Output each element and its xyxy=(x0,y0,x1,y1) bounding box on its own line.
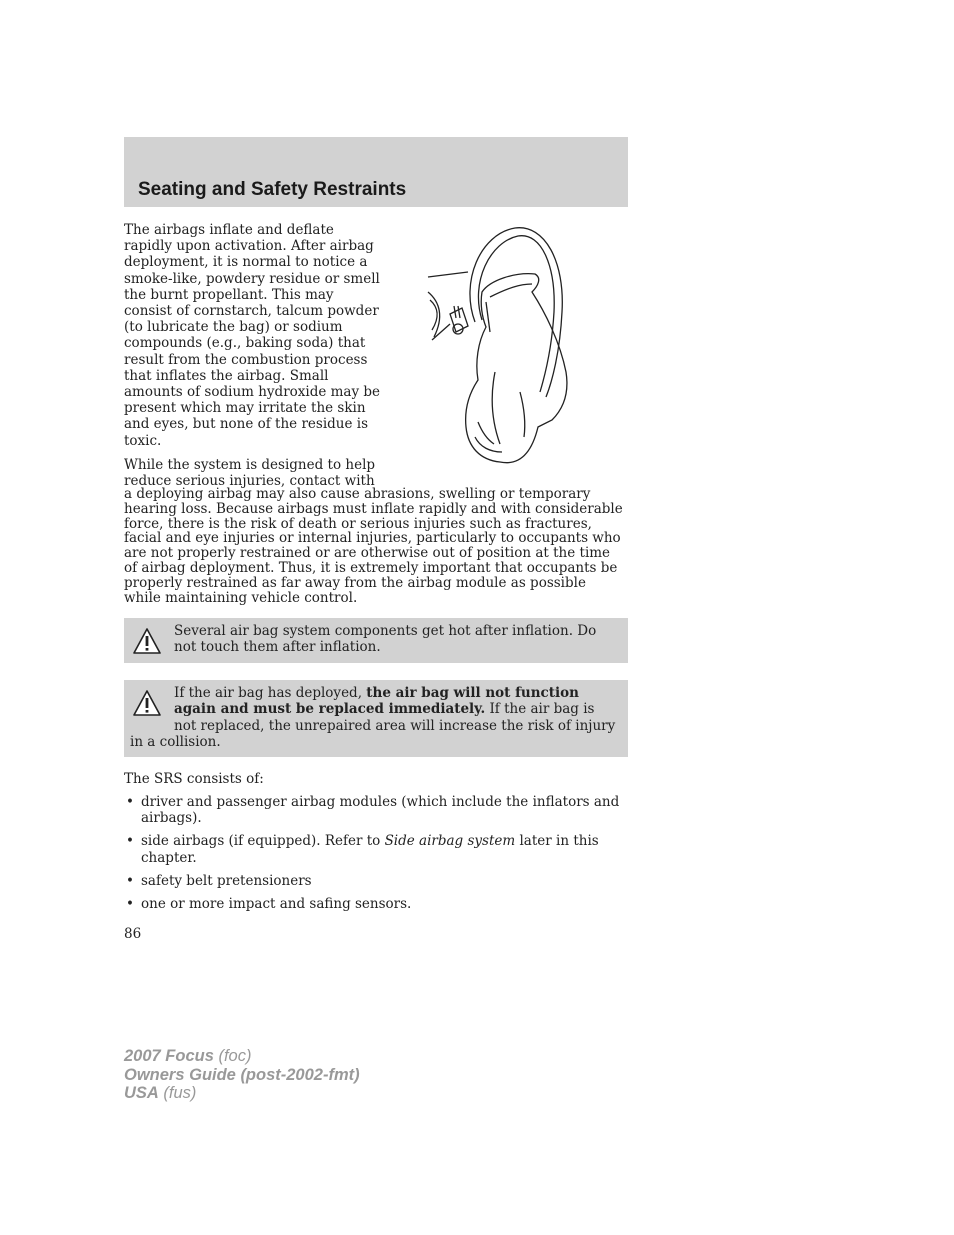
warning-triangle-icon xyxy=(132,627,162,655)
list-item xyxy=(124,794,624,826)
document-footer xyxy=(124,1047,360,1103)
list-item-text: safety belt pretensioners xyxy=(141,872,312,889)
bullet: • xyxy=(126,872,134,889)
page-number: 86 xyxy=(124,926,142,942)
footer-market: USA xyxy=(124,1084,159,1102)
list-item-text: one or more impact and safing sensors. xyxy=(141,896,412,913)
footer-guide: Owners Guide (post-2002-fmt) xyxy=(124,1065,360,1084)
list-item-text-pre: side airbags (if equipped). Refer to xyxy=(141,833,385,850)
airbag-residue-paragraph: The airbags inflate and deflate rapidly upon activation. After airbag deployment, it is normal to notice a smoke-like, powdery residue or smell the burnt propellant. This may consist of cornstarch, talcum powder (to lubricate the bag) or sodium compounds (e.g., baking soda) that result from the combustion process that inflates the airbag. Small amounts of sodium hydroxide may be present which may irritate the skin and eyes, but none of the residue is toxic. xyxy=(124,222,381,449)
warning-text-pre: If the air bag has deployed, xyxy=(174,685,367,701)
warning-text-post: If the air bag is not replaced, the unrepaired area will increase the risk of injury in a collision. xyxy=(130,701,616,751)
footer-line-market xyxy=(124,1084,360,1103)
list-item xyxy=(124,833,624,865)
replace-airbag-warning xyxy=(124,680,628,757)
injury-paragraph-start: While the system is designed to help reduce serious injuries, contact with xyxy=(124,457,376,490)
bullet: • xyxy=(126,833,134,850)
srs-component-list xyxy=(124,794,624,919)
section-title: Seating and Safety Restraints xyxy=(138,179,407,200)
warning-text-bold: the air bag will not function again and must be replaced immediately. xyxy=(174,685,579,718)
side-airbag-system-reference: Side airbag system xyxy=(384,833,516,850)
list-item xyxy=(124,896,624,912)
bullet: • xyxy=(126,896,134,913)
srs-intro: The SRS consists of: xyxy=(124,771,264,787)
bullet: • xyxy=(126,794,134,810)
injury-paragraph-rest: a deploying airbag may also cause abrasions, swelling or temporary hearing loss. Because airbags must inflate rapidly and with considerable force, there is the risk of death or serious injuries such as fractures, facial and eye injuries or internal injuries, particularly to occupants who are not properly restrained or are otherwise out of position at the time of airbag deployment. Thus, it is extremely important that occupants be properly restrained as far away from the airbag module as possible while maintaining vehicle control. xyxy=(124,486,623,606)
hot-components-warning xyxy=(124,618,628,663)
section-header xyxy=(124,137,628,207)
replace-airbag-warning-text xyxy=(130,685,620,751)
footer-market-code: (fus) xyxy=(158,1084,197,1102)
footer-line-guide xyxy=(124,1066,360,1085)
list-item-text-post: later in this chapter. xyxy=(141,833,599,866)
list-item xyxy=(124,873,624,889)
footer-model-code: (foc) xyxy=(213,1047,252,1065)
hot-components-warning-text: Several air bag system components get hot after inflation. Do not touch them after inflation. xyxy=(174,623,597,656)
warning-triangle-icon xyxy=(132,689,162,717)
list-item-text: driver and passenger airbag modules (which include the inflators and airbags). xyxy=(141,794,620,827)
footer-model: 2007 Focus xyxy=(124,1047,214,1065)
deployed-airbag-illustration xyxy=(420,222,580,470)
footer-line-model xyxy=(124,1047,360,1066)
